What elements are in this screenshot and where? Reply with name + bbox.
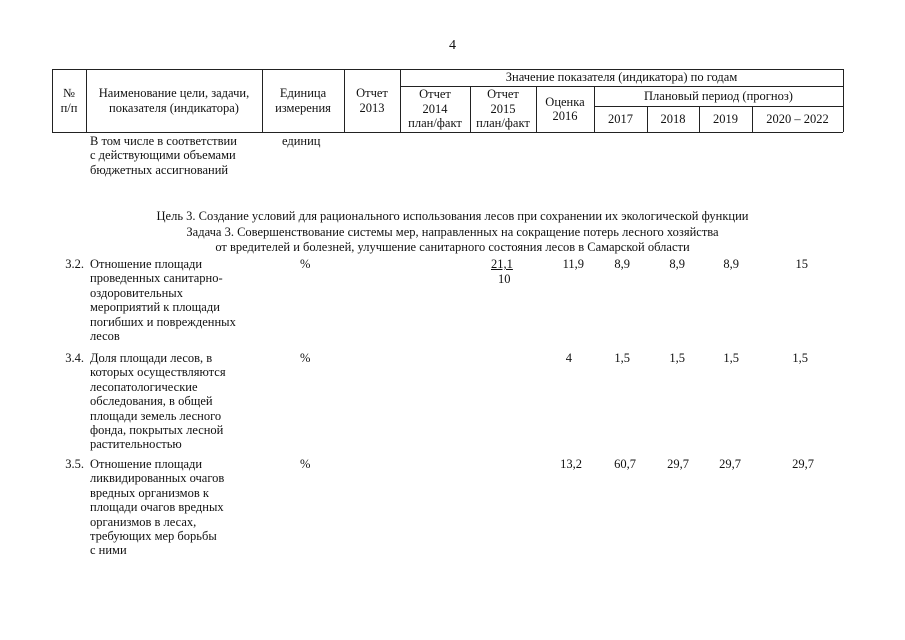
task-title-line2: от вредителей и болезней, улучшение санитарного состояния лесов в Самарской области xyxy=(215,240,690,254)
row-index: 3.2. xyxy=(65,257,84,271)
header-col-report-2014: Отчет 2014 план/факт xyxy=(408,87,462,131)
row-2016-estimate: 13,2 xyxy=(560,457,582,471)
row-2020-2022: 15 xyxy=(795,257,808,271)
row-unit: % xyxy=(300,257,311,271)
row-name: Доля площади лесов, в которых осуществляются лесопатологические обследования, в общей площади земель лесного фонда, покрытых лесной растительностью xyxy=(90,351,226,452)
header-col-report-2013: Отчет 2013 xyxy=(356,86,388,115)
row-2016-estimate: 11,9 xyxy=(562,257,584,271)
goal-title: Цель 3. Создание условий для рационального использования лесов при сохранении их экологической функции xyxy=(156,209,749,223)
row-2015-plan: 21,1 xyxy=(491,257,513,271)
row-2019: 29,7 xyxy=(719,457,741,471)
row-name: Отношение площади ликвидированных очагов вредных организмов к площади очагов вредных организмов в лесах, требующих мер борьбы с ними xyxy=(90,457,225,558)
row-2020-2022: 29,7 xyxy=(792,457,814,471)
row-2020-2022: 1,5 xyxy=(792,351,808,365)
row-2018: 1,5 xyxy=(669,351,685,365)
row-2016-estimate: 4 xyxy=(565,351,572,365)
row-2015-fact: 10 xyxy=(498,272,511,286)
page-number: 4 xyxy=(449,38,456,53)
carry-row-unit: единиц xyxy=(282,134,321,148)
row-2019: 1,5 xyxy=(723,351,739,365)
header-col-no: № п/п xyxy=(60,86,78,115)
header-col-report-2015: Отчет 2015 план/факт xyxy=(476,87,530,131)
row-name: Отношение площади проведенных санитарно- оздоровительных мероприятий к площади погибших и поврежденных лесов xyxy=(90,257,236,343)
header-year-2019: 2019 xyxy=(713,111,738,126)
header-year-2018: 2018 xyxy=(660,111,686,126)
row-2017: 1,5 xyxy=(614,351,630,365)
row-unit: % xyxy=(300,457,311,471)
row-2017: 60,7 xyxy=(614,457,636,471)
carry-row-name: В том числе в соответствии с действующими объемами бюджетных ассигнований xyxy=(90,134,237,177)
header-col-name: Наименование цели, задачи, показателя (индикатора) xyxy=(98,86,250,115)
header-col-estimate-2016: Оценка 2016 xyxy=(545,94,585,123)
header-plan-title: Плановый период (прогноз) xyxy=(644,88,793,103)
header-col-unit: Единица измерения xyxy=(275,86,331,115)
row-2019: 8,9 xyxy=(723,257,739,271)
task-title-line1: Задача 3. Совершенствование системы мер, направленных на сокращение потерь лесного хозяйства xyxy=(186,225,719,239)
header-year-2020-2022: 2020 – 2022 xyxy=(766,111,829,126)
row-2018: 8,9 xyxy=(669,257,685,271)
row-2017: 8,9 xyxy=(614,257,630,271)
header-group-title: Значение показателя (индикатора) по годам xyxy=(505,70,738,85)
row-unit: % xyxy=(300,351,311,365)
header-year-2017: 2017 xyxy=(608,111,633,126)
row-index: 3.5. xyxy=(65,457,84,471)
row-2018: 29,7 xyxy=(667,457,689,471)
row-index: 3.4. xyxy=(65,351,84,365)
